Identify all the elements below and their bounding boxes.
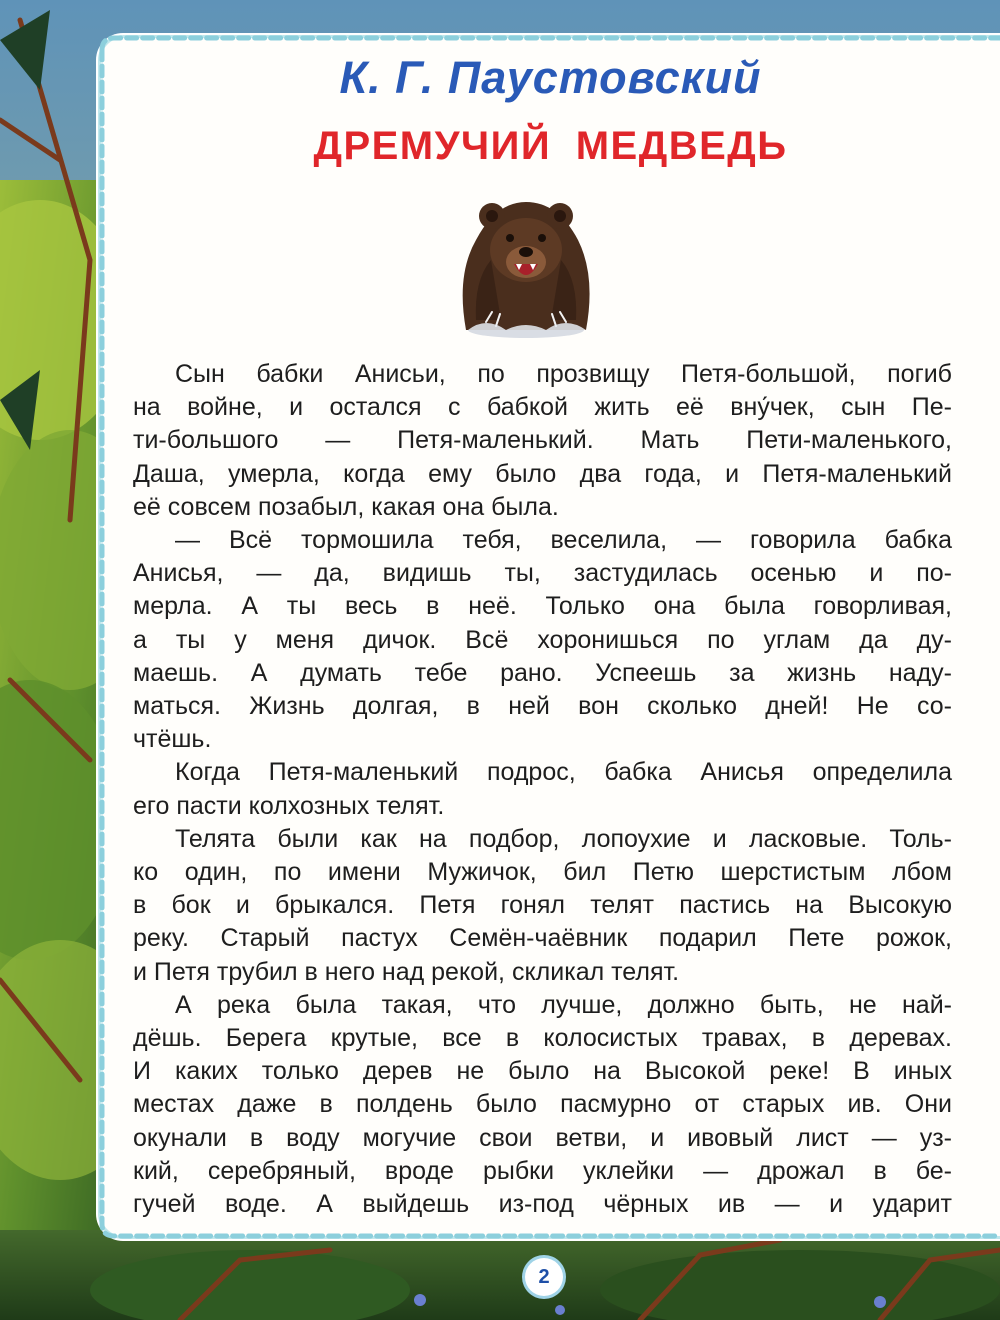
paragraph-1 [133,358,952,524]
text-line: Телята были как на подбор, лопоухие и ласковые. Толь- [175,824,952,853]
text-line: местах даже в полдень было пасмурно от старых ив. Они [133,1090,952,1119]
page-number: 2 [525,1258,563,1296]
text-line: его пасти колхозных телят. [133,791,445,820]
text-line: маться. Жизнь долгая, в ней вон сколько дней! Не со- [133,692,952,721]
text-line: её совсем позабыл, какая она была. [133,492,559,521]
text-line: дёшь. Берега крутые, все в колосистых травах, в деревах. [133,1024,952,1053]
text-line: реку. Старый пастух Семён-чаёвник подарил Пете рожок, [133,924,952,953]
text-line: чтёшь. [133,725,212,754]
story-text [133,358,952,1221]
text-line: — Всё тормошила тебя, веселила, — говорила бабка [175,526,952,555]
paragraph-5 [133,989,952,1221]
text-line: на войне, и остался с бабкой жить её вну́чек, сын Пе- [133,393,952,422]
text-line: маешь. А думать тебе рано. Успеешь за жизнь наду- [133,658,952,687]
text-line: гучей воде. А выйдешь из-под чёрных ив — и ударит [133,1190,952,1219]
paragraph-4 [133,823,952,989]
text-line: окунали в воду могучие свои ветви, и ивовый лист — уз- [133,1123,952,1152]
text-line: и Петя трубил в него над рекой, скликал телят. [133,957,680,986]
text-line: Анисья, — да, видишь ты, застудилась осенью и по- [133,559,952,588]
text-line: ко один, по имени Мужичок, бил Петю шерстистым лбом [133,858,952,887]
text-line: И каких только дерев не было на Высокой реке! В иных [133,1057,952,1086]
text-line: мерла. А ты весь в неё. Только она была говорливая, [133,592,952,621]
paragraph-2 [133,524,952,756]
story-title: ДРЕМУЧИЙ МЕДВЕДЬ [313,124,788,168]
paragraph-3 [133,756,952,822]
text-line: А река была такая, что лучше, должно быть, не най- [175,990,952,1019]
author-name: К. Г. Паустовский [339,52,762,103]
text-line: а ты у меня дичок. Всё хоронишься по углам да ду- [133,625,952,654]
text-line: Когда Петя-маленький подрос, бабка Анисья определила [175,758,952,787]
text-line: в бок и брыкался. Петя гонял телят пастись на Высокую [133,891,952,920]
bear-illustration [446,180,606,340]
text-line: Даша, умерла, когда ему было два года, и Петя-маленький [133,459,952,488]
text-line: кий, серебряный, вроде рыбки уклейки — дрожал в бе- [133,1156,952,1185]
text-line: ти-большого — Петя-маленький. Мать Пети-маленького, [133,426,952,455]
text-line: Сын бабки Анисьи, по прозвищу Петя-большой, погиб [175,360,952,388]
